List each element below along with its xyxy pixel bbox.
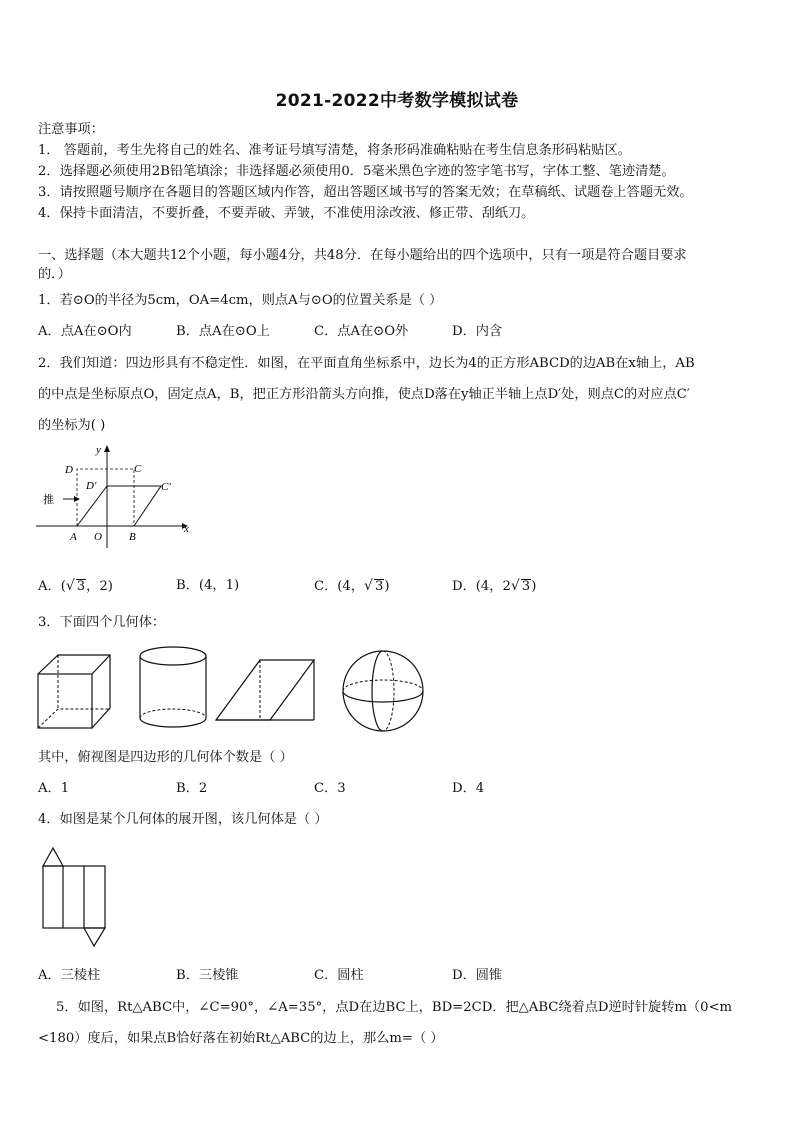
q2-label-x: x <box>184 523 189 535</box>
q2-stem-line2: 的中点是坐标原点O，固定点A，B，把正方形沿箭头方向推，使点D落在y轴正半轴上点D′处，则点C的对应点C′ <box>38 387 690 402</box>
q4-option-c: C．圆柱 <box>314 968 364 983</box>
q2-option-b: B．(4，1) <box>176 578 240 593</box>
q2-label-d-prime: D′ <box>86 480 97 492</box>
q1-option-b: B．点A在⊙O上 <box>176 324 270 339</box>
section-heading-line2: 的．） <box>38 267 71 282</box>
q2-label-o: O <box>94 531 102 543</box>
q4-option-a: A．三棱柱 <box>38 968 101 983</box>
q2-option-c: C．(4，√ 3) <box>314 578 390 594</box>
q2-option-a: A．(√ 3，2) <box>38 578 113 594</box>
notice-item-2: 2．选择题必须使用2B铅笔填涂；非选择题必须使用0．5毫米黑色字迹的签字笔书写，字体工整、笔迹清楚。 <box>38 164 675 179</box>
q1-stem: 1．若⊙O的半径为5cm，OA=4cm，则点A与⊙O的位置关系是（ ） <box>38 293 443 308</box>
q3-option-a: A．1 <box>38 781 70 796</box>
notice-heading: 注意事项： <box>38 122 104 137</box>
q4-option-d: D．圆锥 <box>452 968 503 983</box>
q3-option-b: B．2 <box>176 781 208 796</box>
q2-label-c: C <box>134 463 142 475</box>
q2-option-d-radicand: 3 <box>521 579 531 594</box>
q4-option-b: B．三棱锥 <box>176 968 239 983</box>
q2-label-d: D <box>65 464 73 476</box>
q2-figure <box>36 440 196 548</box>
notice-item-3: 3．请按照题号顺序在各题目的答题区域内作答，超出答题区域书写的答案无效；在草稿纸、试题卷上答题无效。 <box>38 185 693 200</box>
q2-stem-line1: 2．我们知道：四边形具有不稳定性．如图，在平面直角坐标系中，边长为4的正方形ABCD的边AB在x轴上，AB <box>38 356 695 371</box>
q3-cylinder-figure <box>136 644 210 730</box>
q1-option-a: A．点A在⊙O内 <box>38 324 132 339</box>
q2-option-d: D．(4，2√ 3) <box>452 578 537 594</box>
q2-label-push: 推 <box>43 494 54 506</box>
q4-stem: 4．如图是某个几何体的展开图，该几何体是（ ） <box>38 812 328 827</box>
q2-label-a: A <box>70 531 77 543</box>
q3-stem: 3．下面四个几何体： <box>38 615 166 630</box>
page-title: 2021-2022中考数学模拟试卷 <box>275 91 519 111</box>
q2-option-c-radicand: 3 <box>374 579 384 594</box>
section-heading-line1: 一、选择题（本大题共12个小题，每小题4分，共48分．在每小题给出的四个选项中，只有一项是符合题目要求 <box>38 248 687 263</box>
q5-stem-line1: 5．如图，Rt△ABC中，∠C=90°，∠A=35°，点D在边BC上，BD=2CD．把△ABC绕着点D逆时针旋转m（0<m <box>56 1000 733 1015</box>
q4-net-figure <box>40 842 110 950</box>
q3-option-d: D．4 <box>452 781 485 796</box>
q2-label-y: y <box>96 444 101 456</box>
q2-option-a-radicand: 3 <box>76 579 86 594</box>
q2-stem-line3: 的坐标为( ) <box>38 418 106 433</box>
q2-label-b: B <box>129 531 136 543</box>
notice-item-4: 4．保持卡面清洁，不要折叠，不要弄破、弄皱，不准使用涂改液、修正带、刮纸刀。 <box>38 206 535 221</box>
q3-question: 其中，俯视图是四边形的几何体个数是（ ） <box>38 750 293 765</box>
q2-label-c-prime: C′ <box>161 481 171 493</box>
q3-cube-figure <box>36 652 114 732</box>
q3-option-c: C．3 <box>314 781 346 796</box>
q5-stem-line2: <180）度后，如果点B恰好落在初始Rt△ABC的边上，那么m=（ ） <box>38 1031 444 1046</box>
q3-sphere-figure <box>340 648 426 734</box>
q3-prism-figure <box>214 656 318 724</box>
q1-option-d: D．内含 <box>452 324 503 339</box>
q1-option-c: C．点A在⊙O外 <box>314 324 409 339</box>
notice-item-1: 1． 答题前，考生先将自己的姓名、准考证号填写清楚，将条形码准确粘贴在考生信息条形码粘贴区。 <box>38 143 631 158</box>
